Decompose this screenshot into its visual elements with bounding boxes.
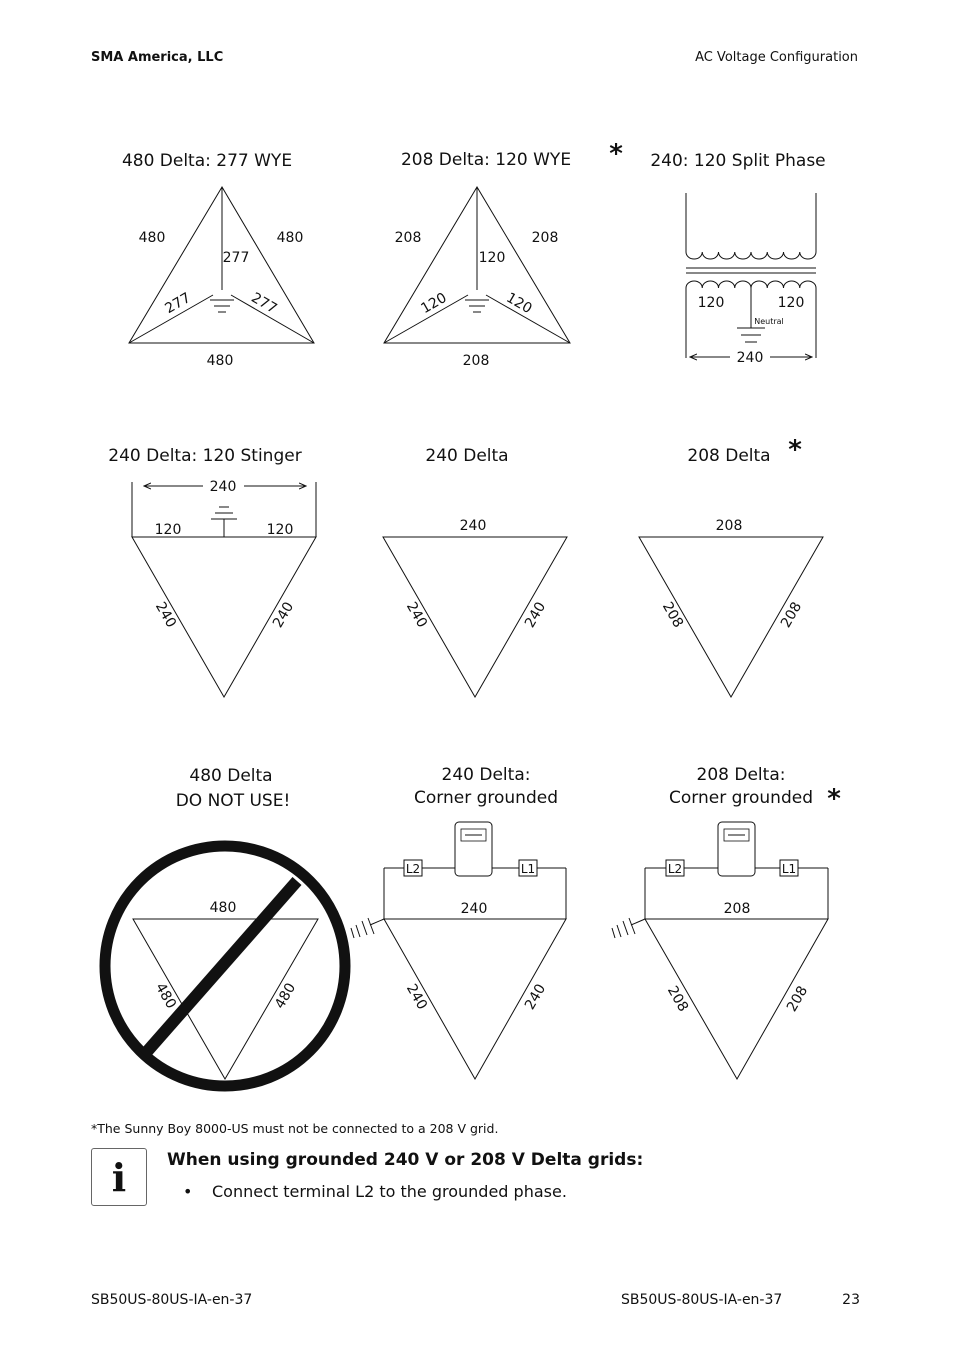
label-right: 480	[276, 230, 304, 246]
footnote: *The Sunny Boy 8000-US must not be connected to a 208 V grid.	[91, 1121, 499, 1136]
prohibited-icon	[105, 846, 345, 1086]
ground-icon	[612, 918, 645, 938]
label-right-half: 120	[266, 522, 294, 538]
label-center: 277	[222, 250, 250, 266]
label-left: 120	[697, 295, 725, 311]
diagram-title-line2: DO NOT USE!	[175, 791, 291, 811]
label-diag-left: 120	[418, 289, 450, 318]
label-right: 240	[269, 599, 298, 631]
diagram-title: 208 Delta: 120 WYE	[400, 150, 572, 170]
asterisk-marker: *	[788, 435, 802, 465]
diagram-title-line2: Corner grounded	[414, 788, 558, 808]
page-number: 23	[842, 1292, 860, 1308]
label-right: 208	[783, 983, 812, 1015]
label-left-half: 120	[154, 522, 182, 538]
terminal-l2-label: L2	[405, 862, 421, 876]
label-top: 208	[715, 518, 743, 534]
terminal-l1-label: L1	[781, 862, 797, 876]
label-left: 208	[394, 230, 422, 246]
terminal-l1-label: L1	[520, 862, 536, 876]
bullet-icon: •	[183, 1182, 193, 1201]
ground-icon	[465, 300, 489, 312]
diagram-title: 240 Delta: 120 Stinger	[108, 446, 302, 466]
diagram-title-line1: 240 Delta:	[441, 765, 531, 785]
asterisk-marker: *	[609, 139, 623, 169]
note-title: When using grounded 240 V or 208 V Delta grids:	[167, 1150, 644, 1170]
label-right: 240	[521, 981, 550, 1013]
diagram-240-120-split-phase	[650, 151, 825, 366]
label-right: 208	[531, 230, 559, 246]
label-left: 240	[151, 599, 180, 631]
label-diag-left: 277	[162, 289, 194, 318]
diagram-title-line1: 208 Delta:	[696, 765, 786, 785]
ground-icon	[210, 300, 234, 312]
diagram-240-delta	[383, 446, 567, 697]
label-left: 480	[138, 230, 166, 246]
diagram-title-line2: Corner grounded	[669, 788, 813, 808]
label-top: 240	[209, 479, 237, 495]
info-icon: i	[91, 1148, 147, 1206]
asterisk-marker: *	[827, 784, 841, 814]
ground-icon	[351, 918, 384, 938]
label-bottom: 240	[736, 350, 764, 366]
diagram-480-delta-do-not-use	[105, 766, 345, 1086]
label-diag-right: 277	[248, 289, 280, 318]
diagram-208-delta-corner-grounded	[612, 765, 841, 1079]
diagram-240-delta-corner-grounded	[351, 765, 566, 1079]
header-company: SMA America, LLC	[91, 50, 224, 65]
header-section-title: AC Voltage Configuration	[695, 50, 858, 65]
inverter-icon	[718, 822, 755, 876]
label-bottom: 208	[462, 353, 490, 369]
footer-doc-id-right: SB50US-80US-IA-en-37	[621, 1292, 783, 1308]
diagram-208-delta-120-wye	[384, 139, 623, 369]
label-top: 208	[723, 901, 751, 917]
ground-icon	[211, 507, 237, 519]
label-right: 480	[271, 980, 300, 1012]
label-neutral: Neutral	[754, 317, 784, 326]
label-left: 208	[658, 599, 687, 631]
label-left: 240	[402, 599, 431, 631]
label-top: 240	[460, 901, 488, 917]
label-right: 240	[521, 599, 550, 631]
diagram-title: 480 Delta: 277 WYE	[121, 151, 293, 171]
diagram-240-delta-120-stinger	[108, 446, 316, 697]
inverter-icon	[455, 822, 492, 876]
terminal-l2-label: L2	[667, 862, 683, 876]
note-item: Connect terminal L2 to the grounded phase.	[212, 1182, 567, 1201]
label-center: 120	[478, 250, 506, 266]
label-bottom: 480	[206, 353, 234, 369]
label-left: 240	[402, 981, 431, 1013]
diagram-title: 208 Delta	[687, 446, 771, 466]
label-right: 208	[777, 599, 806, 631]
label-right: 120	[777, 295, 805, 311]
diagram-title: 240: 120 Split Phase	[650, 151, 826, 171]
diagram-480-delta-277-wye	[122, 151, 314, 369]
ground-icon	[737, 328, 765, 342]
footer-doc-id-left: SB50US-80US-IA-en-37	[91, 1292, 253, 1308]
label-left: 208	[663, 983, 692, 1015]
label-top: 480	[209, 900, 237, 916]
label-left: 480	[151, 980, 180, 1012]
diagram-208-delta	[639, 435, 823, 697]
label-top: 240	[459, 518, 487, 534]
diagram-title-line1: 480 Delta	[189, 766, 273, 786]
diagram-title: 240 Delta	[425, 446, 509, 466]
label-diag-right: 120	[503, 289, 535, 318]
